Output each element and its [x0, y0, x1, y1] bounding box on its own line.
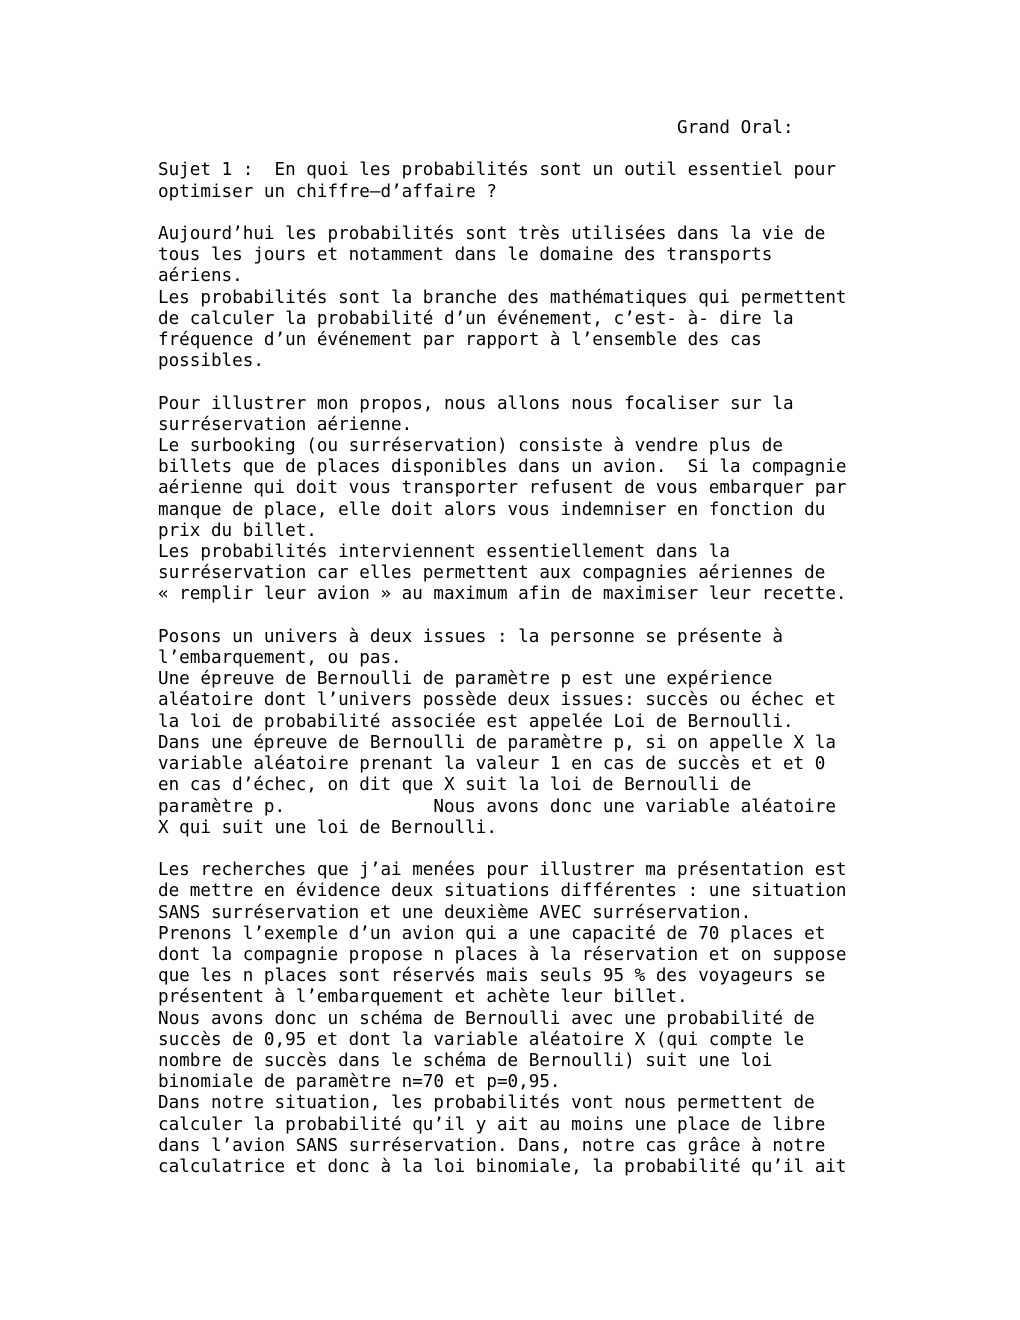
document-body-text: Grand Oral: Sujet 1 : En quoi les probabilités sont un outil essentiel pour optimiser un chiffre—d’affaire ? Aujourd’hui les probabilités sont très utilisées dans la vie de tous les jours et notamment dans le domaine des transports aériens. Les probabilités sont la branche des mathématiques qui permettent de calculer la probabilité d’un événement, c’est- à- dire la fréquence d’un événement par rapport à l’ensemble des cas possibles. Pour illustrer mon propos, nous allons nous focaliser sur la surréservation aérienne. Le surbooking (ou surréservation) consiste à vendre plus de billets que de places disponibles dans un avion. Si la compagnie aérienne qui doit vous transporter refusent de vous embarquer par manque de place, elle doit alors vous indemniser en fonction du prix du billet. Les probabilités interviennent essentiellement dans la surréservation car elles permettent aux compagnies aériennes de « remplir leur avion » au maximum afin de maximiser leur recette. Posons un univers à deux issues : la personne se présente à l’embarquement, ou pas. Une épreuve de Bernoulli de paramètre p est une expérience aléatoire dont l’univers possède deux issues: succès ou échec et la loi de probabilité associée est appelée Loi de Bernoulli. Dans une épreuve de Bernoulli de paramètre p, si on appelle X la variable aléatoire prenant la valeur 1 en cas de succès et et 0 en cas d’échec, on dit que X suit la loi de Bernoulli de paramètre p. Nous avons donc une variable aléatoire X qui suit une loi de Bernoulli. Les recherches que j’ai menées pour illustrer ma présentation est de mettre en évidence deux situations différentes : une situation SANS surréservation et une deuxième AVEC surréservation. Prenons l’exemple d’un avion qui a une capacité de 70 places et dont la compagnie propose n places à la réservation et on suppose que les n places sont réservés mais seuls 95 % des voyageurs se présentent à l’embarquement et achète leur billet. Nous avons donc un schéma de Bernoulli avec une probabilité de succès de 0,95 et dont la variable aléatoire X (qui compte le nombre de succès dans le schéma de Bernoulli) suit une loi binomiale de paramètre n=70 et p=0,95. Dans notre situation, les probabilités vont nous permettent de calculer la probabilité qu’il y ait au moins une place de libre dans l’avion SANS surréservation. Dans, notre cas grâce à notre calculatrice et donc à la loi binomiale, la probabilité qu’il ait — [158, 118, 847, 1177]
